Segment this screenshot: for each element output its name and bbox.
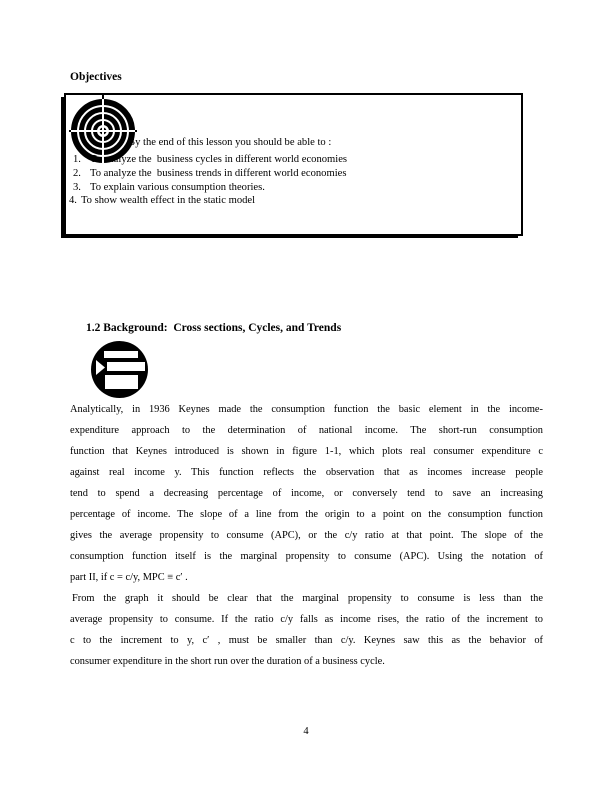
body-line: function that Keynes introduced is shown in figure 1-1, which plots real consumer expenditure c xyxy=(70,446,543,457)
objective-list-item xyxy=(73,181,515,195)
item-number: 3. xyxy=(73,181,81,193)
body-line: gives the average propensity to consume (APC), or the c/y ratio at that point. The slope of the xyxy=(70,530,543,541)
body-line: part II, if c = c/y, MPC ≡ c′ . xyxy=(70,572,188,583)
paragraph-1 xyxy=(70,399,543,588)
body-line: expenditure approach to the determination of national income. The short-run consumption xyxy=(70,425,543,436)
objective-list-item xyxy=(69,194,515,208)
page-number: 4 xyxy=(303,726,309,737)
body-line: c to the increment to y, c′ , must be smaller than c/y. Keynes saw this as the behavior of xyxy=(70,635,543,646)
body-line: percentage of income. The slope of a line from the origin to a point on the consumption function xyxy=(70,509,543,520)
body-line: consumer expenditure in the short run over the duration of a business cycle. xyxy=(70,656,385,667)
body-line: consumption function itself is the marginal propensity to consume (APC). Using the notation of xyxy=(70,551,543,562)
body-line: average propensity to consume. If the ratio c/y falls as income rises, the ratio of the increment to xyxy=(70,614,543,625)
body-line: against real income y. This function reflects the observation that as incomes increase people xyxy=(70,467,543,478)
objective-list-item xyxy=(73,153,515,167)
body-paragraphs xyxy=(70,399,543,672)
item-number: 4. xyxy=(69,195,77,207)
objectives-list xyxy=(69,153,515,208)
objective-list-item xyxy=(73,167,515,181)
objectives-heading: Objectives xyxy=(70,71,122,83)
item-text: To analyze the business trends in different world economies xyxy=(90,167,347,179)
item-number: 1. xyxy=(73,154,81,165)
notes-list-icon xyxy=(91,341,148,398)
item-text: To explain various consumption theories. xyxy=(90,181,265,193)
section-heading: 1.2 Background: Cross sections, Cycles, and Trends xyxy=(86,322,342,334)
item-number: 2. xyxy=(73,167,81,179)
item-text: To analyze the business cycles in different world economies xyxy=(90,154,348,165)
body-line: From the graph it should be clear that the marginal propensity to consume is less than the xyxy=(72,593,543,604)
body-line: Analytically, in 1936 Keynes made the consumption function the basic element in the income- xyxy=(70,404,543,415)
item-text: To show wealth effect in the static model xyxy=(80,195,256,207)
objectives-box xyxy=(64,93,523,236)
body-line: tend to spend a decreasing percentage of income, or conversely tend to save an increasing xyxy=(70,488,543,499)
objectives-intro-text: By the end of this lesson you should be able to : xyxy=(128,137,332,148)
paragraph-2 xyxy=(70,588,543,672)
